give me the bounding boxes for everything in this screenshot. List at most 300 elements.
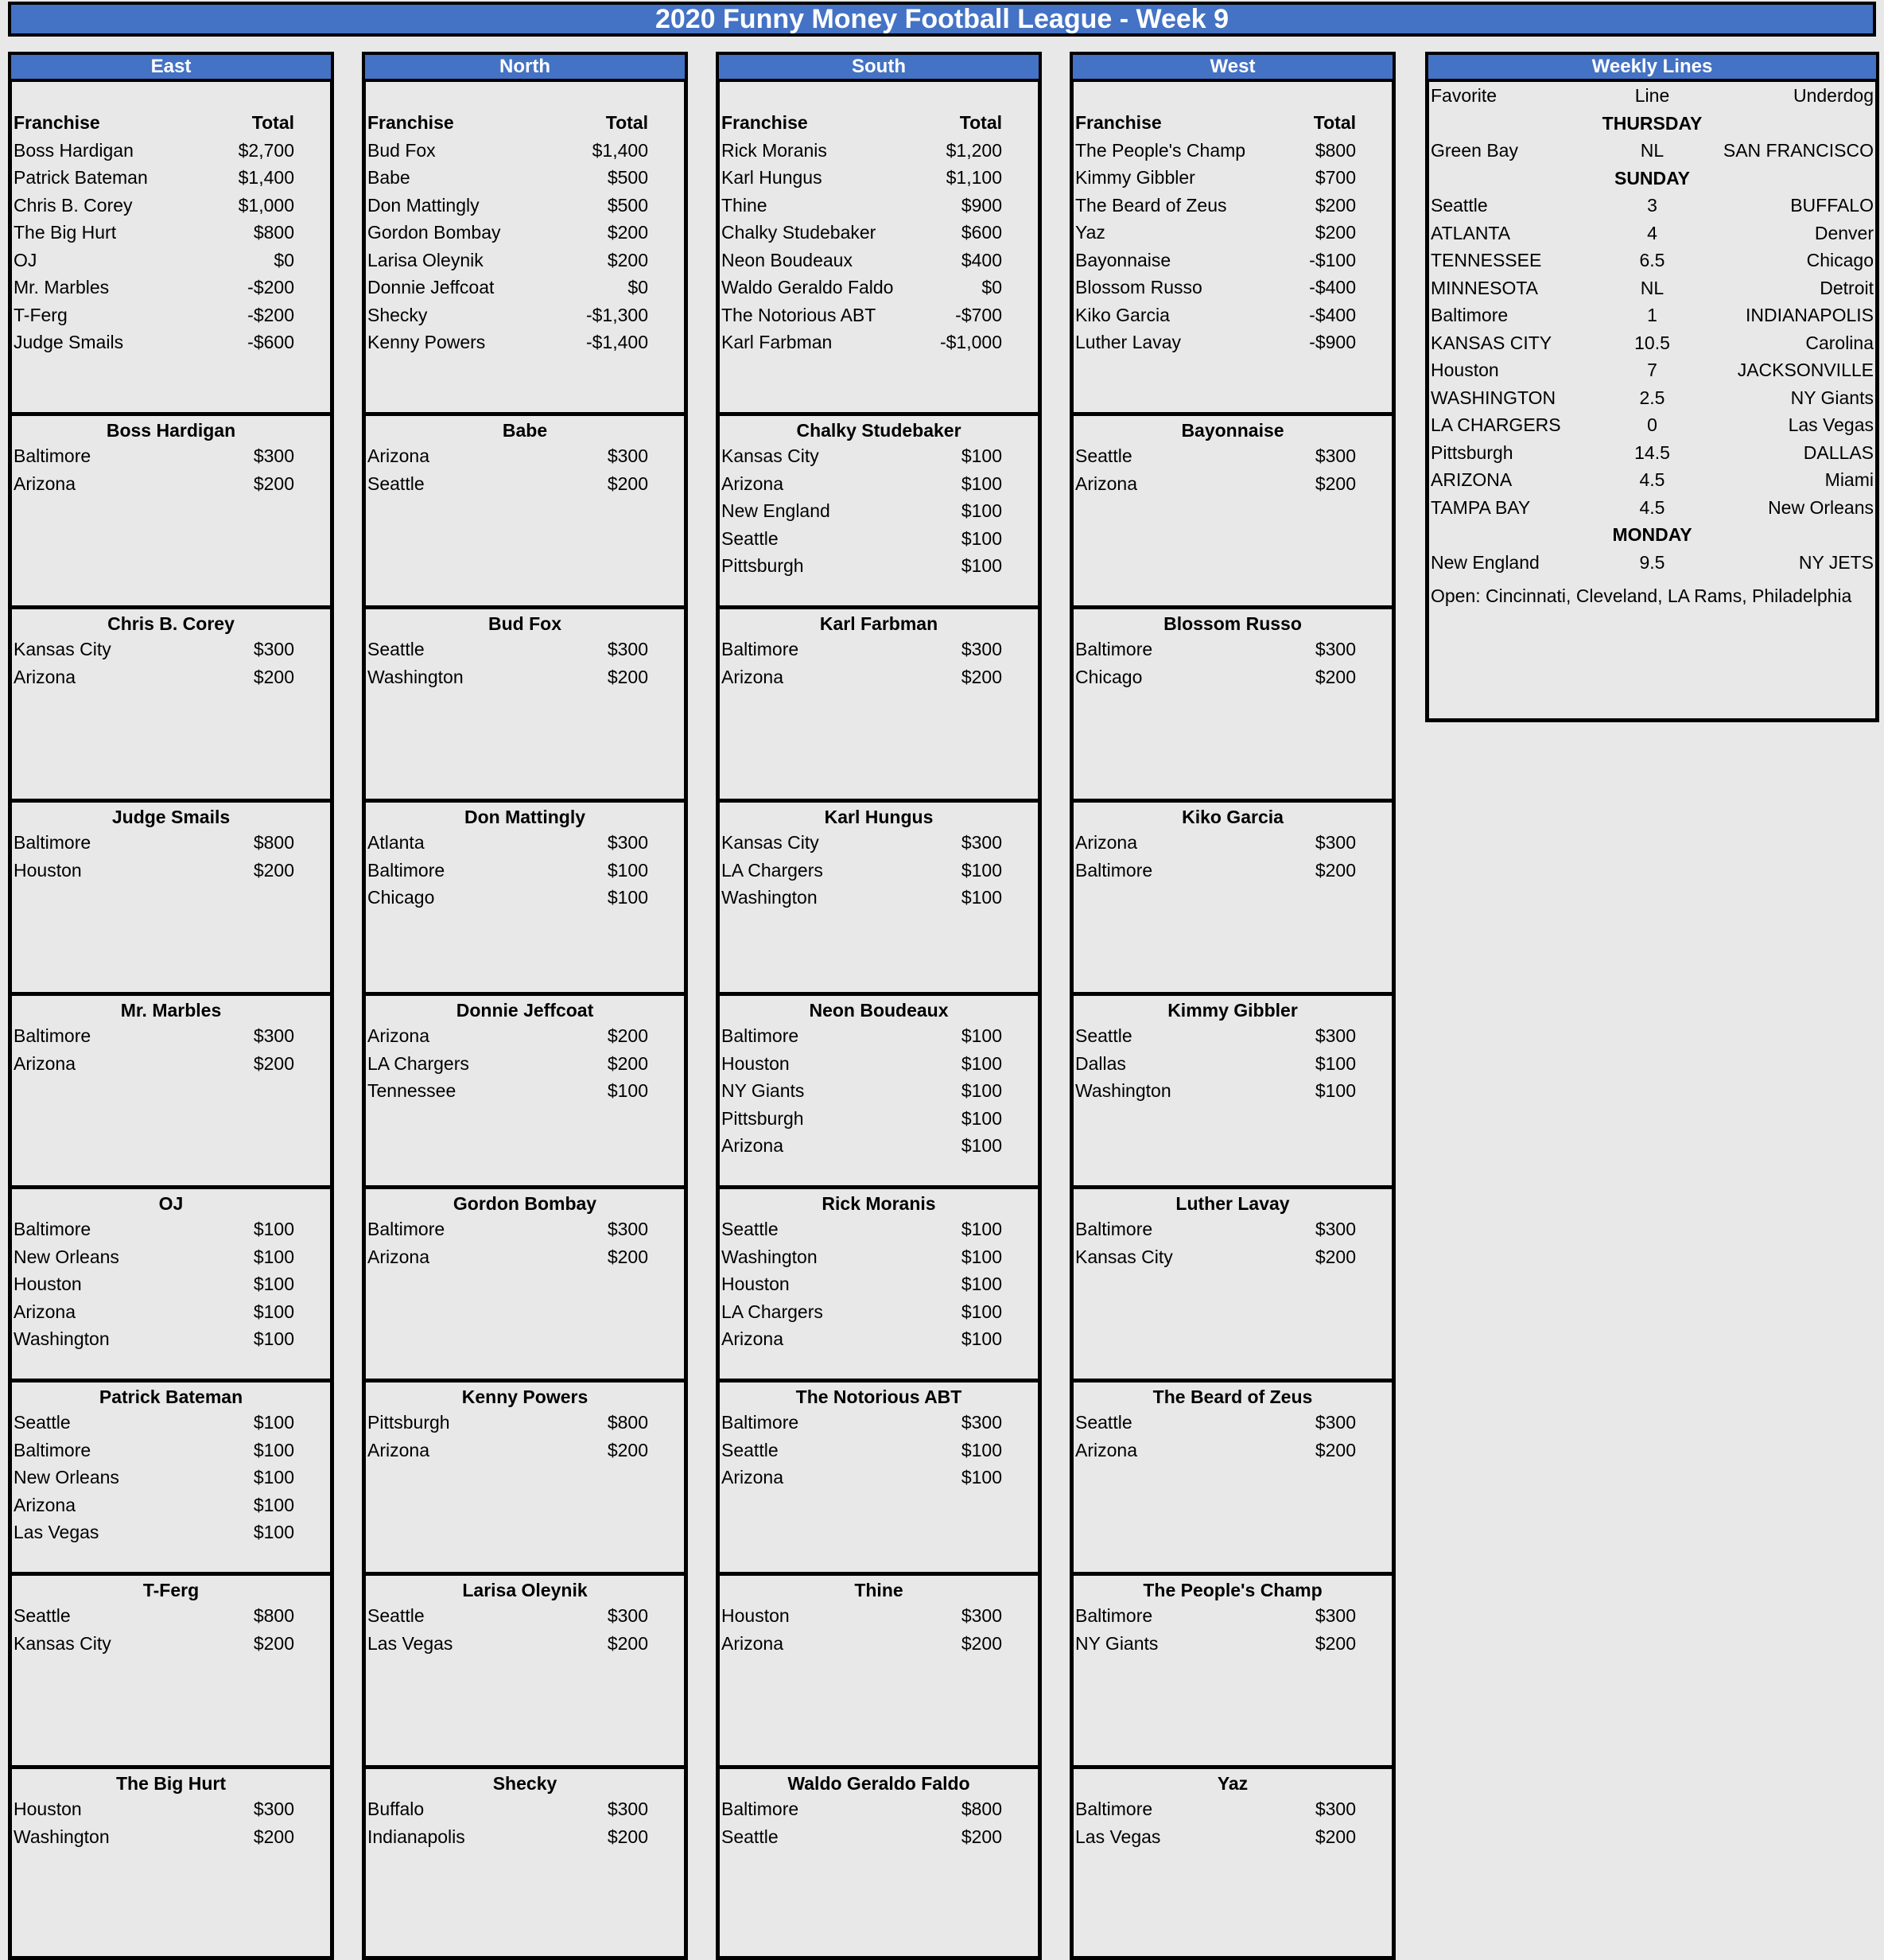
point-line: NL — [1640, 277, 1665, 298]
team-bets-box — [362, 609, 688, 803]
bet-team: Atlanta — [367, 832, 425, 853]
bet-row — [12, 663, 330, 691]
bet-team: Arizona — [721, 1135, 783, 1156]
bet-amount: $100 — [607, 887, 648, 908]
bet-row — [1074, 1077, 1392, 1105]
bet-amount: $300 — [607, 1219, 648, 1239]
bet-amount: $300 — [961, 1605, 1002, 1626]
total-header: Total — [959, 112, 1002, 133]
team-name: The Beard of Zeus — [1152, 1386, 1313, 1407]
favorite-team: KANSAS CITY — [1431, 332, 1552, 353]
standings-row — [12, 219, 330, 247]
division-header: North — [362, 52, 688, 82]
bet-row — [1074, 1795, 1392, 1823]
bet-row — [1074, 829, 1392, 857]
bet-team: NY Giants — [721, 1080, 805, 1101]
franchise-name: Boss Hardigan — [14, 139, 134, 161]
bet-team: Baltimore — [721, 639, 799, 659]
bet-team: Dallas — [1075, 1052, 1126, 1074]
bet-amount: $200 — [1315, 1826, 1356, 1847]
bet-row — [12, 1050, 330, 1078]
bet-amount: $100 — [961, 887, 1002, 908]
total-header: Total — [1313, 112, 1356, 133]
team-name: Babe — [502, 420, 548, 441]
bet-row — [720, 1823, 1038, 1851]
bet-row — [366, 1022, 684, 1050]
underdog-team: NY Giants — [1790, 387, 1874, 408]
franchise-total: -$200 — [247, 277, 294, 298]
division-column — [362, 52, 688, 1960]
team-bets-box — [8, 609, 334, 803]
bet-team: Baltimore — [367, 859, 445, 881]
bet-row — [720, 442, 1038, 470]
franchise-name: Neon Boudeaux — [721, 249, 853, 270]
bet-team: Indianapolis — [367, 1826, 465, 1847]
bet-amount: $200 — [253, 859, 294, 881]
standings-header-row — [720, 109, 1038, 137]
bet-amount: $200 — [1315, 1439, 1356, 1460]
bet-team: Arizona — [1075, 472, 1137, 494]
bet-row — [720, 1077, 1038, 1105]
standings-row — [12, 301, 330, 329]
bet-row — [366, 1215, 684, 1243]
franchise-total: $400 — [961, 249, 1002, 270]
bet-amount: $200 — [607, 1025, 648, 1046]
bet-row — [720, 1630, 1038, 1658]
bet-amount: $300 — [607, 832, 648, 853]
bet-team: Arizona — [721, 1467, 783, 1488]
bet-row — [366, 1050, 684, 1078]
favorite-team: Baltimore — [1431, 305, 1509, 325]
bet-team: Seattle — [367, 639, 425, 659]
bet-amount: $100 — [1315, 1080, 1356, 1101]
bet-amount: $100 — [961, 500, 1002, 521]
bet-amount: $100 — [961, 1219, 1002, 1239]
lines-header-row — [1429, 82, 1875, 110]
team-bets-box — [716, 803, 1042, 996]
standings-row — [1074, 329, 1392, 356]
standings-row — [720, 219, 1038, 247]
favorite-team: ARIZONA — [1431, 469, 1513, 490]
bet-team: Arizona — [367, 1246, 429, 1267]
bet-amount: $800 — [607, 1412, 648, 1433]
franchise-total: $0 — [627, 277, 648, 298]
standings-box — [1070, 82, 1396, 416]
underdog-team: Las Vegas — [1788, 414, 1874, 435]
bet-amount: $100 — [961, 472, 1002, 494]
standings-box — [716, 82, 1042, 416]
bet-team: Pittsburgh — [721, 1107, 804, 1129]
bet-team: Kansas City — [721, 445, 819, 466]
bet-amount: $200 — [253, 1052, 294, 1074]
franchise-header: Franchise — [14, 112, 100, 133]
bet-amount: $200 — [1315, 859, 1356, 881]
bet-amount: $100 — [961, 445, 1002, 466]
lines-body — [1429, 110, 1875, 577]
bet-team: Kansas City — [1075, 1246, 1173, 1267]
standings-row — [12, 192, 330, 220]
bet-amount: $100 — [961, 1301, 1002, 1322]
bet-team: Arizona — [14, 1052, 76, 1074]
franchise-name: Blossom Russo — [1075, 277, 1202, 298]
bet-amount: $100 — [253, 1494, 294, 1515]
bet-row — [12, 1243, 330, 1271]
team-bets-box — [362, 996, 688, 1189]
bet-amount: $100 — [253, 1301, 294, 1322]
bet-row — [366, 1409, 684, 1437]
standings-row — [1074, 219, 1392, 247]
bet-row — [720, 1795, 1038, 1823]
game-line-row — [1429, 439, 1875, 467]
bet-team: LA Chargers — [721, 1301, 823, 1322]
bet-amount: $200 — [253, 1632, 294, 1654]
standings-row — [12, 274, 330, 301]
favorite-team: Green Bay — [1431, 140, 1518, 161]
bet-team: Buffalo — [367, 1799, 425, 1819]
bet-amount: $800 — [253, 832, 294, 853]
game-line-row — [1429, 247, 1875, 274]
bet-row — [12, 1270, 330, 1298]
franchise-name: The Beard of Zeus — [1075, 194, 1227, 216]
franchise-total: $1,100 — [946, 167, 1002, 188]
bet-team: Seattle — [1075, 445, 1132, 466]
team-bets-box — [716, 416, 1042, 609]
team-name: Blossom Russo — [1163, 613, 1302, 634]
bet-team: Las Vegas — [14, 1522, 99, 1542]
favorite-team: Pittsburgh — [1431, 441, 1513, 463]
bet-row — [12, 470, 330, 498]
game-line-row — [1429, 192, 1875, 220]
bet-team: Seattle — [367, 472, 425, 494]
bet-row — [12, 1602, 330, 1630]
bet-amount: $200 — [1315, 472, 1356, 494]
bet-team: Houston — [14, 1799, 82, 1819]
franchise-total: $800 — [1315, 139, 1356, 161]
team-bets-box — [1070, 996, 1396, 1189]
standings-row — [366, 247, 684, 274]
bet-row — [12, 1298, 330, 1326]
day-label: THURSDAY — [1602, 112, 1703, 134]
bet-row — [720, 1464, 1038, 1491]
bet-team: Tennessee — [367, 1080, 456, 1101]
bet-amount: $200 — [607, 666, 648, 687]
favorite-team: WASHINGTON — [1431, 387, 1556, 408]
bet-row — [720, 884, 1038, 912]
bet-team: Arizona — [721, 666, 783, 687]
bet-row — [1074, 1243, 1392, 1271]
team-bets-box — [362, 1382, 688, 1576]
bet-amount: $300 — [1315, 1799, 1356, 1819]
franchise-name: Karl Hungus — [721, 167, 822, 188]
bet-team: Washington — [367, 666, 464, 687]
standings-row — [720, 301, 1038, 329]
franchise-total: $2,700 — [238, 139, 294, 161]
standings-header-row — [12, 109, 330, 137]
underdog-team: New Orleans — [1768, 496, 1874, 518]
franchise-header: Franchise — [367, 112, 454, 133]
bet-team: NY Giants — [1075, 1632, 1159, 1654]
standings-row — [1074, 301, 1392, 329]
franchise-name: Thine — [721, 194, 767, 216]
bet-team: Washington — [1075, 1080, 1171, 1101]
bet-team: Kansas City — [14, 639, 111, 659]
bet-row — [12, 1409, 330, 1437]
team-bets-box — [1070, 1189, 1396, 1382]
bet-amount: $300 — [961, 832, 1002, 853]
bet-row — [12, 1519, 330, 1546]
bet-row — [720, 552, 1038, 580]
bet-team: Houston — [721, 1052, 790, 1074]
point-line: 4.5 — [1639, 469, 1665, 490]
standings-row — [366, 164, 684, 192]
team-name: Chris B. Corey — [107, 613, 235, 634]
bet-row — [1074, 1050, 1392, 1078]
day-label: SUNDAY — [1614, 167, 1690, 189]
bet-row — [366, 442, 684, 470]
team-name: Waldo Geraldo Faldo — [787, 1773, 970, 1794]
bet-team: Baltimore — [1075, 859, 1153, 881]
bet-amount: $300 — [607, 1799, 648, 1819]
bet-row — [366, 663, 684, 691]
franchise-name: Karl Farbman — [721, 332, 833, 352]
game-line-row — [1429, 220, 1875, 247]
franchise-total: -$1,300 — [585, 304, 648, 325]
bet-team: Las Vegas — [367, 1632, 453, 1654]
bet-team: Arizona — [367, 445, 429, 466]
bet-amount: $200 — [961, 666, 1002, 687]
standings-box — [362, 82, 688, 416]
franchise-total: $900 — [961, 194, 1002, 216]
standings-row — [1074, 137, 1392, 165]
bet-amount: $100 — [253, 1412, 294, 1433]
game-line-row — [1429, 301, 1875, 329]
bet-team: Kansas City — [14, 1632, 111, 1654]
bet-amount: $300 — [1315, 1025, 1356, 1046]
point-line: 14.5 — [1634, 441, 1670, 463]
game-line-row — [1429, 384, 1875, 412]
standings-row — [366, 137, 684, 165]
franchise-total: -$100 — [1309, 249, 1356, 270]
bet-team: Arizona — [1075, 832, 1137, 853]
favorite-team: TENNESSEE — [1431, 250, 1542, 270]
team-bets-box — [716, 1576, 1042, 1769]
bet-team: Baltimore — [1075, 1219, 1153, 1239]
bet-amount: $300 — [1315, 832, 1356, 853]
bet-amount: $100 — [961, 1080, 1002, 1101]
bet-row — [1074, 636, 1392, 663]
game-line-row — [1429, 329, 1875, 357]
bet-amount: $100 — [253, 1328, 294, 1349]
bet-row — [12, 1795, 330, 1823]
bet-amount: $200 — [1315, 666, 1356, 687]
team-bets-box — [362, 803, 688, 996]
underdog-team: Miami — [1824, 469, 1874, 490]
standings-row — [1074, 192, 1392, 220]
standings-row — [12, 164, 330, 192]
franchise-name: Babe — [367, 167, 410, 188]
franchise-total: $1,400 — [592, 139, 648, 161]
franchise-total: $700 — [1315, 167, 1356, 188]
point-line: 1 — [1647, 305, 1657, 325]
bet-amount: $300 — [1315, 639, 1356, 659]
bet-team: LA Chargers — [721, 859, 823, 881]
bet-row — [12, 1630, 330, 1658]
franchise-name: The Notorious ABT — [721, 304, 876, 325]
standings-row — [720, 274, 1038, 301]
franchise-name: Kenny Powers — [367, 332, 486, 352]
franchise-name: Shecky — [367, 304, 428, 325]
bet-amount: $800 — [961, 1799, 1002, 1819]
team-name: The Notorious ABT — [795, 1386, 962, 1407]
franchise-total: -$1,400 — [585, 332, 648, 352]
franchise-name: Patrick Bateman — [14, 167, 148, 188]
team-name: Don Mattingly — [464, 807, 586, 827]
team-name: The People's Champ — [1143, 1580, 1323, 1600]
bet-amount: $100 — [253, 1274, 294, 1294]
franchise-total: $200 — [607, 222, 648, 243]
bet-row — [720, 1022, 1038, 1050]
bet-row — [720, 857, 1038, 885]
team-bets-box — [716, 996, 1042, 1189]
bet-row — [12, 829, 330, 857]
total-header: Total — [251, 112, 294, 133]
point-line: 9.5 — [1639, 551, 1665, 573]
underdog-team: Detroit — [1820, 277, 1874, 298]
bet-row — [720, 1409, 1038, 1437]
favorite-team: New England — [1431, 551, 1540, 573]
bet-team: Chicago — [367, 887, 435, 908]
bet-row — [366, 636, 684, 663]
bet-team: Baltimore — [14, 1025, 91, 1046]
favorite-team: Seattle — [1431, 195, 1488, 216]
team-bets-box — [362, 1189, 688, 1382]
favorite-team: Houston — [1431, 360, 1499, 380]
bet-team: Baltimore — [721, 1412, 799, 1433]
bet-amount: $200 — [1315, 1632, 1356, 1654]
team-bets-box — [1070, 1382, 1396, 1576]
team-name: Boss Hardigan — [106, 420, 236, 441]
bet-amount: $200 — [253, 1826, 294, 1847]
bet-amount: $100 — [253, 1219, 294, 1239]
favorite-team: ATLANTA — [1431, 222, 1511, 243]
bet-amount: $100 — [961, 1052, 1002, 1074]
team-bets-box — [362, 416, 688, 609]
bet-team: Arizona — [1075, 1439, 1137, 1460]
bet-amount: $300 — [1315, 1219, 1356, 1239]
bet-amount: $300 — [253, 1025, 294, 1046]
franchise-total: $500 — [607, 194, 648, 216]
team-name: Neon Boudeaux — [809, 1000, 949, 1021]
bet-row — [1074, 1022, 1392, 1050]
bet-row — [12, 1823, 330, 1851]
bet-row — [366, 1437, 684, 1464]
bet-amount: $200 — [961, 1632, 1002, 1654]
bet-row — [1074, 1215, 1392, 1243]
standings-header-row — [1074, 109, 1392, 137]
division-header: South — [716, 52, 1042, 82]
weekly-lines-box — [1425, 82, 1879, 722]
bet-amount: $200 — [961, 1826, 1002, 1847]
bet-team: Arizona — [14, 666, 76, 687]
bet-row — [366, 1243, 684, 1271]
underdog-team: INDIANAPOLIS — [1745, 305, 1874, 325]
bet-amount: $300 — [253, 1799, 294, 1819]
franchise-header: Franchise — [721, 112, 808, 133]
bet-row — [720, 1325, 1038, 1353]
bet-team: Arizona — [721, 1632, 783, 1654]
bet-row — [720, 525, 1038, 553]
team-name: T-Ferg — [142, 1580, 200, 1600]
bet-team: Arizona — [367, 1025, 429, 1046]
bet-amount: $100 — [961, 1328, 1002, 1349]
standings-row — [720, 137, 1038, 165]
bet-row — [1074, 1409, 1392, 1437]
standings-row — [720, 329, 1038, 356]
franchise-name: Judge Smails — [14, 332, 124, 352]
bet-team: Baltimore — [1075, 1799, 1153, 1819]
bet-team: Seattle — [14, 1412, 71, 1433]
game-line-row — [1429, 356, 1875, 384]
team-name: Bud Fox — [488, 613, 561, 634]
team-name: Gordon Bombay — [453, 1193, 597, 1214]
underdog-team: DALLAS — [1803, 441, 1874, 463]
bet-amount: $100 — [961, 1107, 1002, 1129]
team-name: Karl Farbman — [819, 613, 938, 634]
standings-box — [8, 82, 334, 416]
team-bets-box — [1070, 609, 1396, 803]
bet-team: Baltimore — [14, 832, 91, 853]
bet-team: Seattle — [1075, 1412, 1132, 1433]
game-line-row — [1429, 137, 1875, 165]
bet-row — [1074, 442, 1392, 470]
franchise-name: Chris B. Corey — [14, 194, 133, 216]
franchise-total: $0 — [274, 249, 294, 270]
bet-row — [1074, 857, 1392, 885]
franchise-total: $1,400 — [238, 167, 294, 188]
team-name: Luther Lavay — [1175, 1193, 1290, 1214]
bet-team: Houston — [14, 1274, 82, 1294]
bet-row — [366, 829, 684, 857]
bet-team: Houston — [14, 859, 82, 881]
bet-row — [12, 1464, 330, 1491]
underdog-team: Denver — [1814, 222, 1874, 243]
bet-team: Baltimore — [14, 1439, 91, 1460]
open-teams-note: Open: Cincinnati, Cleveland, LA Rams, Philadelphia — [1431, 585, 1852, 606]
bet-team: Baltimore — [1075, 639, 1153, 659]
bet-row — [12, 636, 330, 663]
franchise-total: $500 — [607, 167, 648, 188]
bet-team: New England — [721, 500, 830, 521]
team-bets-box — [716, 1769, 1042, 1960]
game-line-row — [1429, 411, 1875, 439]
franchise-total: $600 — [961, 222, 1002, 243]
franchise-total: $200 — [1315, 194, 1356, 216]
bet-team: Baltimore — [721, 1025, 799, 1046]
bet-amount: $800 — [253, 1605, 294, 1626]
team-name: The Big Hurt — [116, 1773, 226, 1794]
franchise-total: $200 — [607, 249, 648, 270]
bet-row — [1074, 1437, 1392, 1464]
bet-amount: $300 — [961, 1412, 1002, 1433]
bet-row — [366, 1602, 684, 1630]
team-bets-box — [362, 1769, 688, 1960]
franchise-name: The People's Champ — [1075, 139, 1246, 161]
franchise-name: Mr. Marbles — [14, 277, 110, 298]
bet-amount: $300 — [253, 445, 294, 466]
team-name: Kiko Garcia — [1182, 807, 1284, 827]
bet-team: Arizona — [14, 1494, 76, 1515]
bet-row — [366, 884, 684, 912]
